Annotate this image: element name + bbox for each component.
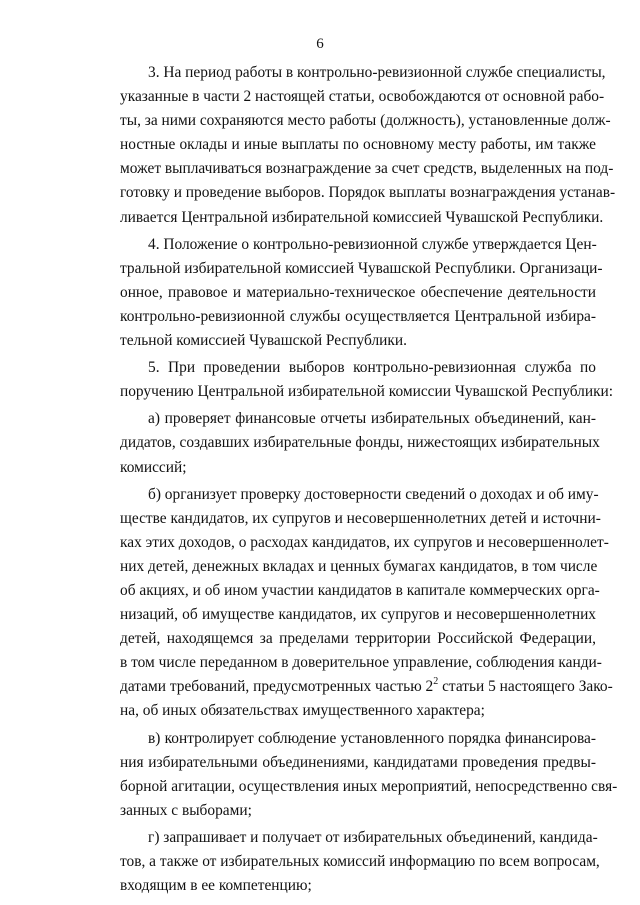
subparagraph-v xyxy=(120,727,618,823)
text-line: ния избирательными объединениями, кандидатами проведения предвы- xyxy=(120,753,596,771)
document-body xyxy=(120,61,618,898)
page-number: 6 xyxy=(316,36,324,52)
text-line: в) контролирует соблюдение установленного порядка финансирова- xyxy=(148,729,596,747)
text-line: контрольно-ревизионной службы осуществляется Центральной избира- xyxy=(120,307,596,325)
text-line: ностные оклады и иные выплаты по основному месту работы, им также xyxy=(120,136,596,154)
text-line: б) организует проверку достоверности сведений о доходах и об иму- xyxy=(148,485,599,503)
text-line: 3. На период работы в контрольно-ревизионной службе специалисты, xyxy=(148,64,606,81)
paragraph-4 xyxy=(120,233,603,353)
text-line: детей, находящемся за пределами территории Российской Федерации, xyxy=(120,630,596,648)
text-line: готовку и проведение выборов. Порядок выплаты вознаграждения устанав- xyxy=(120,184,616,202)
text-line: 5. При проведении выборов контрольно-ревизионная служба по xyxy=(148,359,596,377)
text-line: комиссий; xyxy=(120,458,187,476)
paragraph-5 xyxy=(120,356,614,404)
text-line: в том числе переданном в доверительное управление, соблюдения канди- xyxy=(120,654,602,672)
text-line: онное, правовое и материально-техническое обеспечение деятельности xyxy=(120,283,596,301)
text-line: поручению Центральной избирательной комиссии Чувашской Республики: xyxy=(120,383,614,401)
text-line: указанные в части 2 настоящей статьи, освобождаются от основной рабо- xyxy=(120,88,605,106)
superscript-index: 2 xyxy=(433,676,439,688)
subparagraph-a xyxy=(120,407,600,479)
text-line: ках этих доходов, о расходах кандидатов, их супругов и несовершеннолет- xyxy=(120,533,609,551)
subparagraph-b xyxy=(120,483,613,724)
line-text-before: датами требований, предусмотренных частью 2 xyxy=(120,678,434,696)
text-line: ливается Центральной избирательной комиссией Чувашской Республики. xyxy=(120,208,604,226)
text-line: а) проверяет финансовые отчеты избирательных объединений, кан- xyxy=(148,410,596,428)
text-line: ты, за ними сохраняются место работы (должность), установленные долж- xyxy=(120,112,611,130)
subparagraph-g xyxy=(120,826,600,898)
text-line: на, об иных обязательствах имущественного характера; xyxy=(120,702,485,720)
text-line: тральной избирательной комиссией Чувашской Республики. Организаци- xyxy=(120,259,603,277)
text-line: тельной комиссией Чувашской Республики. xyxy=(120,332,407,350)
text-line: низаций, об имуществе кандидатов, их супругов и несовершеннолетних xyxy=(120,606,596,624)
text-line: 4. Положение о контрольно-ревизионной службе утверждается Цен- xyxy=(148,235,597,253)
text-line: борной агитации, осуществления иных мероприятий, непосредственно свя- xyxy=(120,777,618,795)
text-line: тов, а также от избирательных комиссий информацию по всем вопросам, xyxy=(120,853,600,870)
text-line-with-superscript xyxy=(120,675,613,699)
text-line: ществе кандидатов, их супругов и несовершеннолетних детей и источни- xyxy=(120,509,601,527)
text-line: дидатов, создавших избирательные фонды, нижестоящих избирательных xyxy=(120,434,600,452)
paragraph-3 xyxy=(120,61,616,230)
line-text-after: статьи 5 настоящего Зако- xyxy=(438,678,613,696)
text-line: об акциях, и об ином участии кандидатов в капитале коммерческих орга- xyxy=(120,581,600,599)
text-line: занных с выборами; xyxy=(120,801,252,819)
text-line: может выплачиваться вознаграждение за счет средств, выделенных на под- xyxy=(120,160,614,178)
text-line: входящим в ее компетенцию; xyxy=(120,877,312,895)
text-line: г) запрашивает и получает от избирательных объединений, кандида- xyxy=(148,828,598,846)
text-line: них детей, денежных вкладах и ценных бумагах кандидатов, в том числе xyxy=(120,557,598,575)
